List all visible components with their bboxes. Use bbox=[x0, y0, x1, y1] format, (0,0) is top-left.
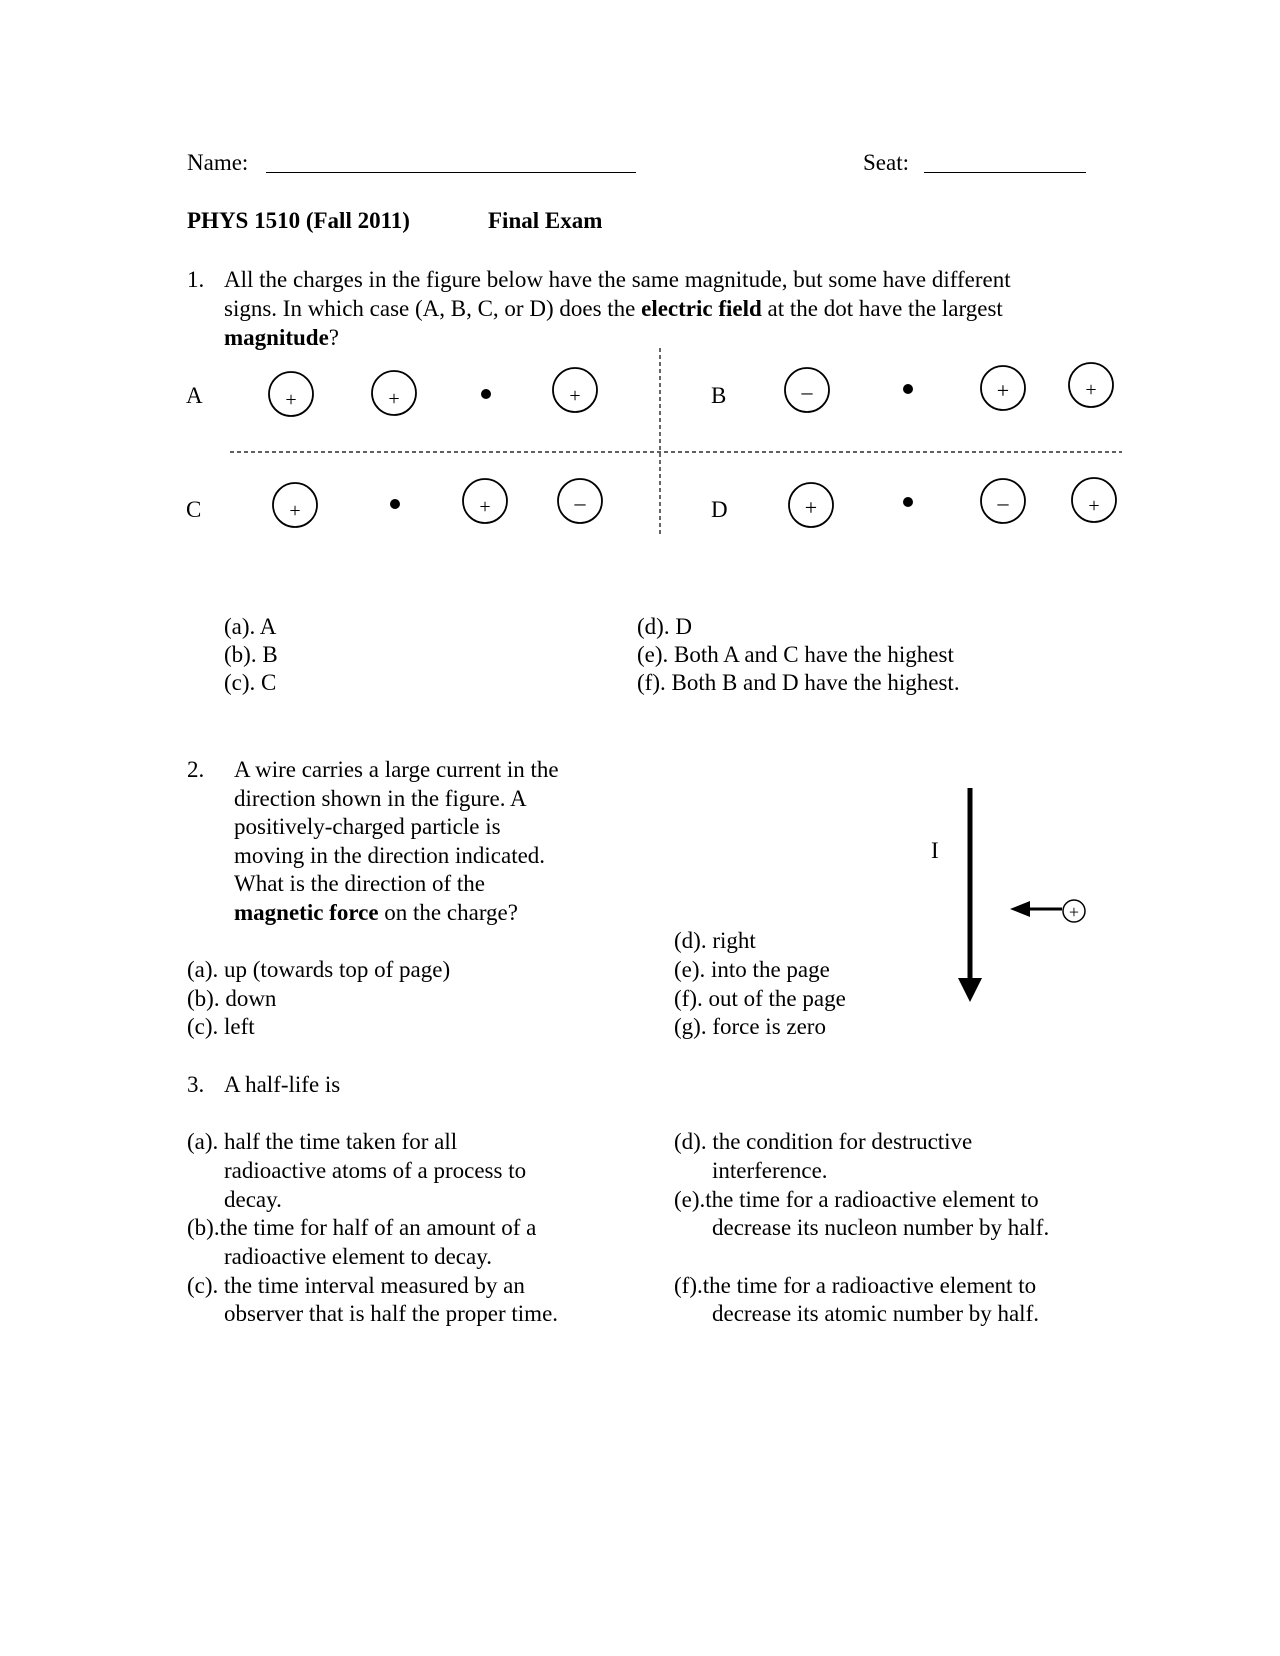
q1-text-line1: All the charges in the figure below have the same magnitude, but some have different bbox=[224, 267, 1011, 292]
name-label: Name: bbox=[187, 150, 249, 175]
svg-text:+: + bbox=[285, 389, 297, 411]
exam-title: Final Exam bbox=[488, 208, 603, 233]
q3-option-e-line1[interactable]: (e).the time for a radioactive element to bbox=[674, 1187, 1039, 1212]
q3-option-c-line1[interactable]: (c). the time interval measured by an bbox=[187, 1273, 525, 1298]
velocity-arrowhead-left bbox=[1010, 901, 1030, 917]
q3-option-f-line2: decrease its atomic number by half. bbox=[712, 1301, 1039, 1326]
svg-text:+: + bbox=[388, 388, 400, 410]
current-label: I bbox=[931, 838, 939, 863]
charge-a3-positive bbox=[553, 368, 597, 412]
q1-option-c[interactable]: (c). C bbox=[224, 670, 277, 695]
svg-text:+: + bbox=[1068, 902, 1080, 922]
q1-option-d[interactable]: (d). D bbox=[637, 614, 692, 639]
moving-positive-charge bbox=[1063, 900, 1085, 922]
q1-option-a[interactable]: (a). A bbox=[224, 614, 277, 639]
charge-d3-positive bbox=[1072, 478, 1116, 522]
charge-b2-positive bbox=[981, 366, 1025, 410]
charge-b3-positive bbox=[1069, 363, 1113, 407]
q3-text: A half-life is bbox=[224, 1072, 341, 1097]
field-point-dot-c bbox=[390, 499, 400, 509]
charge-b1-negative bbox=[785, 368, 829, 412]
q2-wire-figure bbox=[900, 770, 1120, 1010]
svg-text:–: – bbox=[801, 379, 813, 404]
svg-text:+: + bbox=[479, 496, 491, 518]
q2-option-c[interactable]: (c). left bbox=[187, 1014, 255, 1039]
q2-text-line1: A wire carries a large current in the bbox=[234, 757, 559, 782]
q2-text-line5: What is the direction of the bbox=[234, 871, 486, 896]
svg-text:–: – bbox=[574, 490, 586, 515]
field-point-dot-b bbox=[903, 384, 913, 394]
q2-text-line2: direction shown in the figure. A bbox=[234, 786, 527, 811]
q1-charge-figure bbox=[0, 0, 1280, 560]
q3-option-d-line2: interference. bbox=[712, 1158, 828, 1183]
charge-d1-positive bbox=[789, 483, 833, 527]
q3-option-b-line1[interactable]: (b).the time for half of an amount of a bbox=[187, 1215, 537, 1240]
q2-option-d[interactable]: (d). right bbox=[674, 928, 756, 953]
q3-option-f-line1[interactable]: (f).the time for a radioactive element to bbox=[674, 1273, 1037, 1298]
svg-text:+: + bbox=[996, 378, 1010, 403]
charge-c2-positive bbox=[463, 479, 507, 523]
course-title: PHYS 1510 (Fall 2011) bbox=[187, 208, 410, 233]
q2-option-f[interactable]: (f). out of the page bbox=[674, 986, 846, 1011]
q3-option-a-line3: decay. bbox=[224, 1187, 282, 1212]
q3-option-c-line2: observer that is half the proper time. bbox=[224, 1301, 559, 1326]
field-point-dot-d bbox=[903, 497, 913, 507]
case-label-c: C bbox=[186, 497, 202, 522]
svg-text:+: + bbox=[289, 500, 301, 522]
charge-c1-positive bbox=[273, 483, 317, 527]
case-label-b: B bbox=[711, 383, 727, 408]
charge-a2-positive bbox=[372, 371, 416, 415]
case-label-d: D bbox=[711, 497, 728, 522]
field-point-dot-a bbox=[481, 389, 491, 399]
svg-text:+: + bbox=[1088, 495, 1100, 517]
q2-option-b[interactable]: (b). down bbox=[187, 986, 277, 1011]
q1-option-f[interactable]: (f). Both B and D have the highest. bbox=[637, 670, 960, 695]
charge-c3-negative bbox=[558, 479, 602, 523]
q3-option-b-line2: radioactive element to decay. bbox=[224, 1244, 492, 1269]
q2-option-e[interactable]: (e). into the page bbox=[674, 957, 830, 982]
q2-option-a[interactable]: (a). up (towards top of page) bbox=[187, 957, 451, 982]
q2-option-g[interactable]: (g). force is zero bbox=[674, 1014, 826, 1039]
q1-option-b[interactable]: (b). B bbox=[224, 642, 278, 667]
q1-text-line3: magnitude? bbox=[224, 325, 340, 350]
q2-text-line4: moving in the direction indicated. bbox=[234, 843, 546, 868]
charge-a1-positive bbox=[269, 372, 313, 416]
q3-option-d-line1[interactable]: (d). the condition for destructive bbox=[674, 1129, 973, 1154]
q1-number: 1. bbox=[187, 267, 205, 292]
q1-option-e[interactable]: (e). Both A and C have the highest bbox=[637, 642, 954, 667]
q3-number: 3. bbox=[187, 1072, 205, 1097]
q3-option-a-line2: radioactive atoms of a process to bbox=[224, 1158, 527, 1183]
svg-text:+: + bbox=[804, 495, 818, 520]
q3-option-e-line2: decrease its nucleon number by half. bbox=[712, 1215, 1050, 1240]
svg-text:+: + bbox=[1085, 379, 1097, 401]
q2-number: 2. bbox=[187, 757, 205, 782]
seat-label: Seat: bbox=[863, 150, 909, 175]
charge-d2-negative bbox=[981, 479, 1025, 523]
current-arrowhead-down bbox=[958, 978, 982, 1002]
q2-text-line3: positively-charged particle is bbox=[234, 814, 501, 839]
case-label-a: A bbox=[186, 383, 203, 408]
q2-text-line6: magnetic force on the charge? bbox=[234, 900, 518, 925]
svg-text:–: – bbox=[997, 490, 1009, 515]
svg-text:+: + bbox=[569, 385, 581, 407]
q1-text-line2: signs. In which case (A, B, C, or D) does the electric field at the dot have the largest bbox=[224, 296, 1003, 321]
q3-option-a-line1[interactable]: (a). half the time taken for all bbox=[187, 1129, 458, 1154]
